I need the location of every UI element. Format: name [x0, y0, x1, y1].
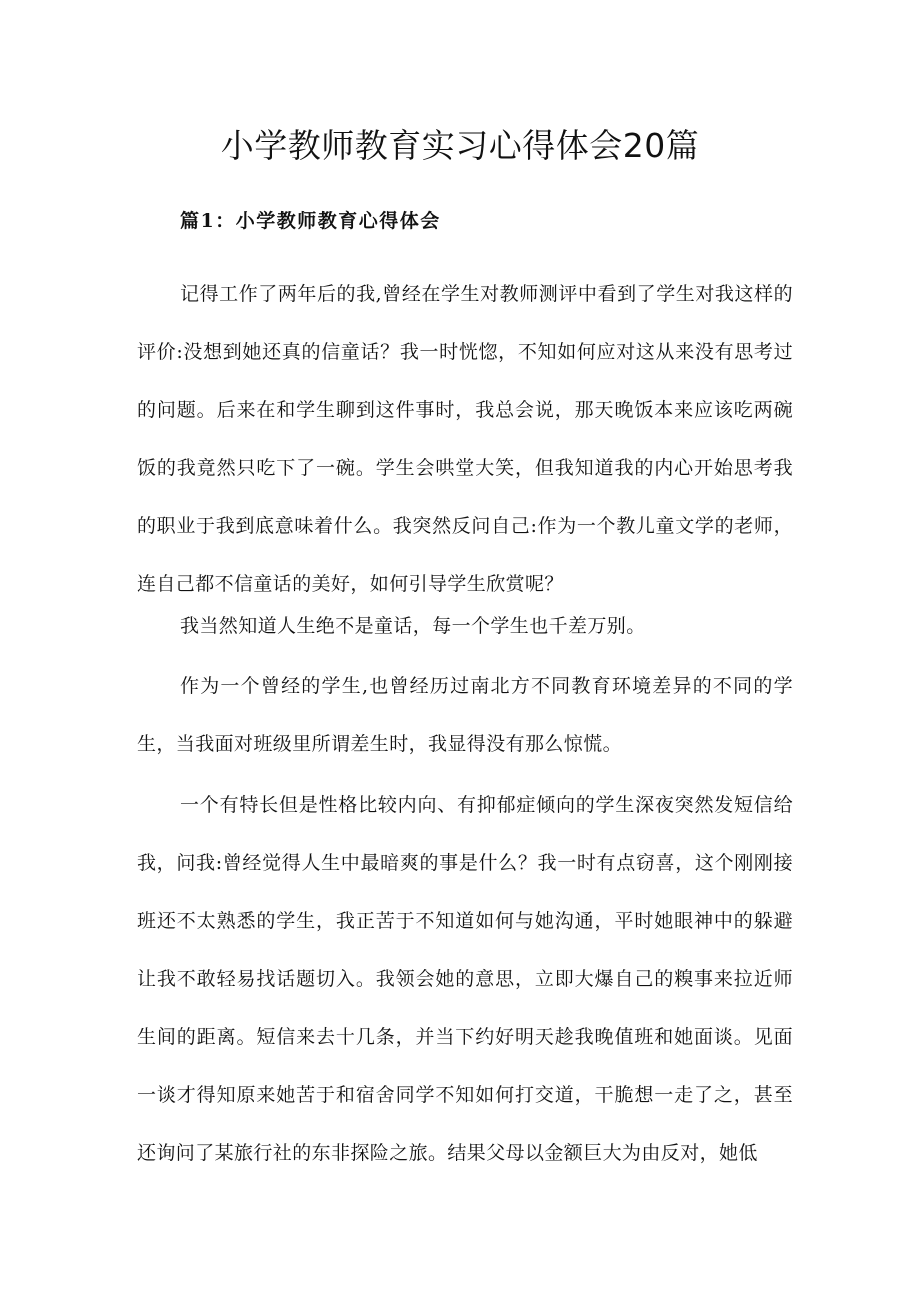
paragraph-4: 一个有特长但是性格比较内向、有抑郁症倾向的学生深夜突然发短信给我，问我:曾经觉得人生中最暗爽的事是什么？我一时有点窃喜，这个刚刚接班还不太熟悉的学生，我正苦于不知道如何与她沟通，平时她眼神中的躲避让我不敢轻易找话题切入。我领会她的意思，立即大爆自己的糗事来拉近师生间的距离。短信来去十几条，并当下约好明天趁我晚值班和她面谈。见面一谈才得知原来她苦于和宿舍同学不知如何打交道，干脆想一走了之，甚至还询问了某旅行社的东非探险之旅。结果父母以金额巨大为由反对，她低: [137, 794, 793, 1164]
paragraph-3: 作为一个曾经的学生,也曾经历过南北方不同教育环境差异的不同的学生，当我面对班级里所谓差生时，我显得没有那么惊慌。: [137, 675, 793, 755]
paragraph-2: 我当然知道人生绝不是童话，每一个学生也千差万别。: [180, 615, 646, 637]
document-title: 小学教师教育实习心得体会20篇: [220, 126, 700, 165]
section-heading: 篇1：小学教师教育心得体会: [180, 210, 441, 232]
paragraph-1: 记得工作了两年后的我,曾经在学生对教师测评中看到了学生对我这样的评价:没想到她还真的信童话？我一时恍惚，不知如何应对这从来没有思考过的问题。后来在和学生聊到这件事时，我总会说，那天晚饭本来应该吃两碗饭的我竟然只吃下了一碗。学生会哄堂大笑，但我知道我的内心开始思考我的职业于我到底意味着什么。我突然反问自己:作为一个教儿童文学的老师，连自己都不信童话的美好，如何引导学生欣赏呢？: [137, 283, 793, 595]
